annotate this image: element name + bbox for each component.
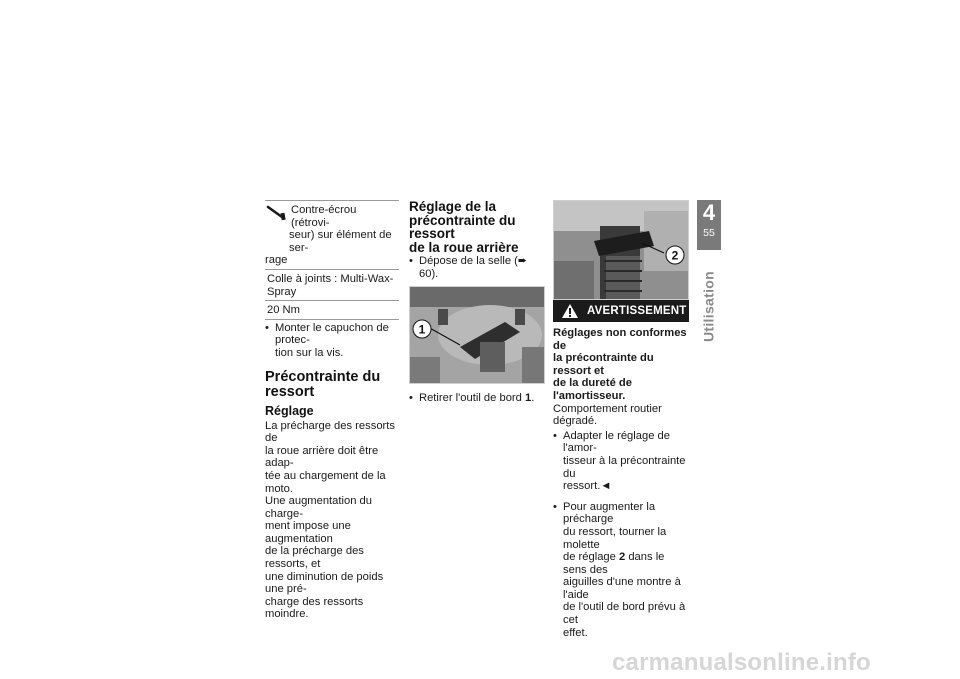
spec-glue-line1: Colle à joints : Multi-Wax- — [267, 272, 394, 285]
warning-label: AVERTISSEMENT — [587, 304, 687, 317]
spec-torque: 20 Nm — [267, 304, 300, 317]
spec-tool-line1: Contre-écrou (rétrovi- — [291, 204, 357, 229]
bullet-line: Pour augmenter la précharge — [563, 500, 656, 526]
spec-glue-line2: Spray — [267, 285, 297, 298]
section-heading — [409, 200, 545, 254]
bullet-line: effet. — [563, 626, 588, 639]
toolkit-photo-drawing — [410, 287, 545, 384]
ref-number: 2 — [618, 551, 626, 564]
bullet-increase-preload — [553, 501, 689, 640]
bullet-mount-cap — [265, 322, 399, 360]
spec-tool-line3: rage — [265, 254, 288, 267]
ref-number: 1 — [524, 392, 532, 405]
callout-label-1: 1 — [418, 322, 426, 337]
bullet-line: de réglage — [563, 551, 619, 564]
bullet-close: ). — [431, 267, 439, 280]
spring-photo-drawing — [554, 201, 689, 300]
heading-line1: Réglage de la — [409, 199, 497, 214]
section-title-line1: Précontrainte du — [265, 368, 381, 385]
body-line: de la précharge des ressorts, et — [265, 545, 364, 571]
warning-heading-line: de la dureté de l'amortisseur. — [553, 377, 632, 402]
bullet-line: Adapter le réglage de l'amor- — [563, 429, 670, 455]
body-line: charge des ressorts moindre. — [265, 595, 364, 621]
chapter-label: Utilisation — [700, 271, 717, 342]
warning-heading-line: Réglages non conformes de — [553, 327, 687, 352]
warning-bar — [553, 300, 689, 322]
body-line: tée au chargement de la moto. — [265, 469, 386, 495]
bullet-line: de l'outil de bord prévu à cet — [563, 601, 686, 627]
spec-row-tool — [265, 201, 399, 270]
warning-heading — [553, 327, 689, 403]
end-mark-icon: ◄ — [600, 480, 612, 493]
bullet-line: tisseur à la précontrainte du — [563, 454, 686, 480]
warning-triangle-icon — [561, 303, 579, 319]
bullet-line: • Monter le capuchon de protec- — [275, 321, 389, 347]
photo-toolkit — [409, 286, 545, 384]
wrench-icon — [265, 205, 289, 221]
subheading: Réglage — [265, 403, 314, 418]
bullet-remove-seat — [409, 255, 545, 280]
page-ref[interactable]: 60 — [419, 267, 432, 280]
bullet-remove-tool — [409, 392, 545, 405]
section-title-line2: ressort — [265, 383, 315, 400]
section-title — [265, 370, 399, 400]
body-line: Une augmentation du charge- — [265, 495, 372, 520]
bullet-line: tion sur la vis. — [275, 346, 344, 359]
spec-row-glue — [265, 270, 399, 301]
column-middle — [409, 200, 545, 405]
column-left — [265, 200, 399, 621]
heading-line2: précontrainte du ressort — [409, 212, 516, 241]
bullet-line: aiguilles d'une montre à l'aide — [563, 576, 681, 601]
watermark: carmanualsonline.info — [612, 649, 871, 676]
column-right — [553, 200, 689, 639]
body-line: ment impose une augmentation — [265, 520, 351, 545]
bullet-end: . — [531, 392, 535, 405]
spec-table — [265, 200, 399, 320]
bullet-line: ressort. — [563, 480, 601, 493]
body-line: La précharge des ressorts de — [265, 419, 395, 445]
photo-spring-adjuster — [553, 200, 689, 300]
bullet-adapt-damper — [553, 430, 689, 493]
chapter-number: 4 — [702, 200, 716, 225]
spec-row-torque — [265, 301, 399, 320]
bullet-line: dans le sens des — [563, 551, 665, 576]
arrow-ref-icon: ➨ — [517, 255, 528, 267]
page-number: 55 — [703, 227, 715, 239]
spec-tool-line2: seur) sur élément de ser- — [289, 229, 392, 254]
bullet-text: Dépose de la selle ( — [419, 255, 518, 267]
body-paragraph — [265, 420, 399, 622]
bullet-line: du ressort, tourner la molette — [563, 525, 667, 551]
heading-line3: de la roue arrière — [409, 239, 519, 255]
warning-consequence: Comportement routier dégradé. — [553, 402, 662, 428]
body-line: la roue arrière doit être adap- — [265, 444, 379, 470]
warning-heading-line: la précontrainte du ressort et — [553, 352, 654, 377]
callout-label-2: 2 — [671, 248, 679, 263]
body-line: une diminution de poids une pré- — [265, 570, 384, 596]
bullet-text: Retirer l'outil de bord — [419, 392, 525, 405]
